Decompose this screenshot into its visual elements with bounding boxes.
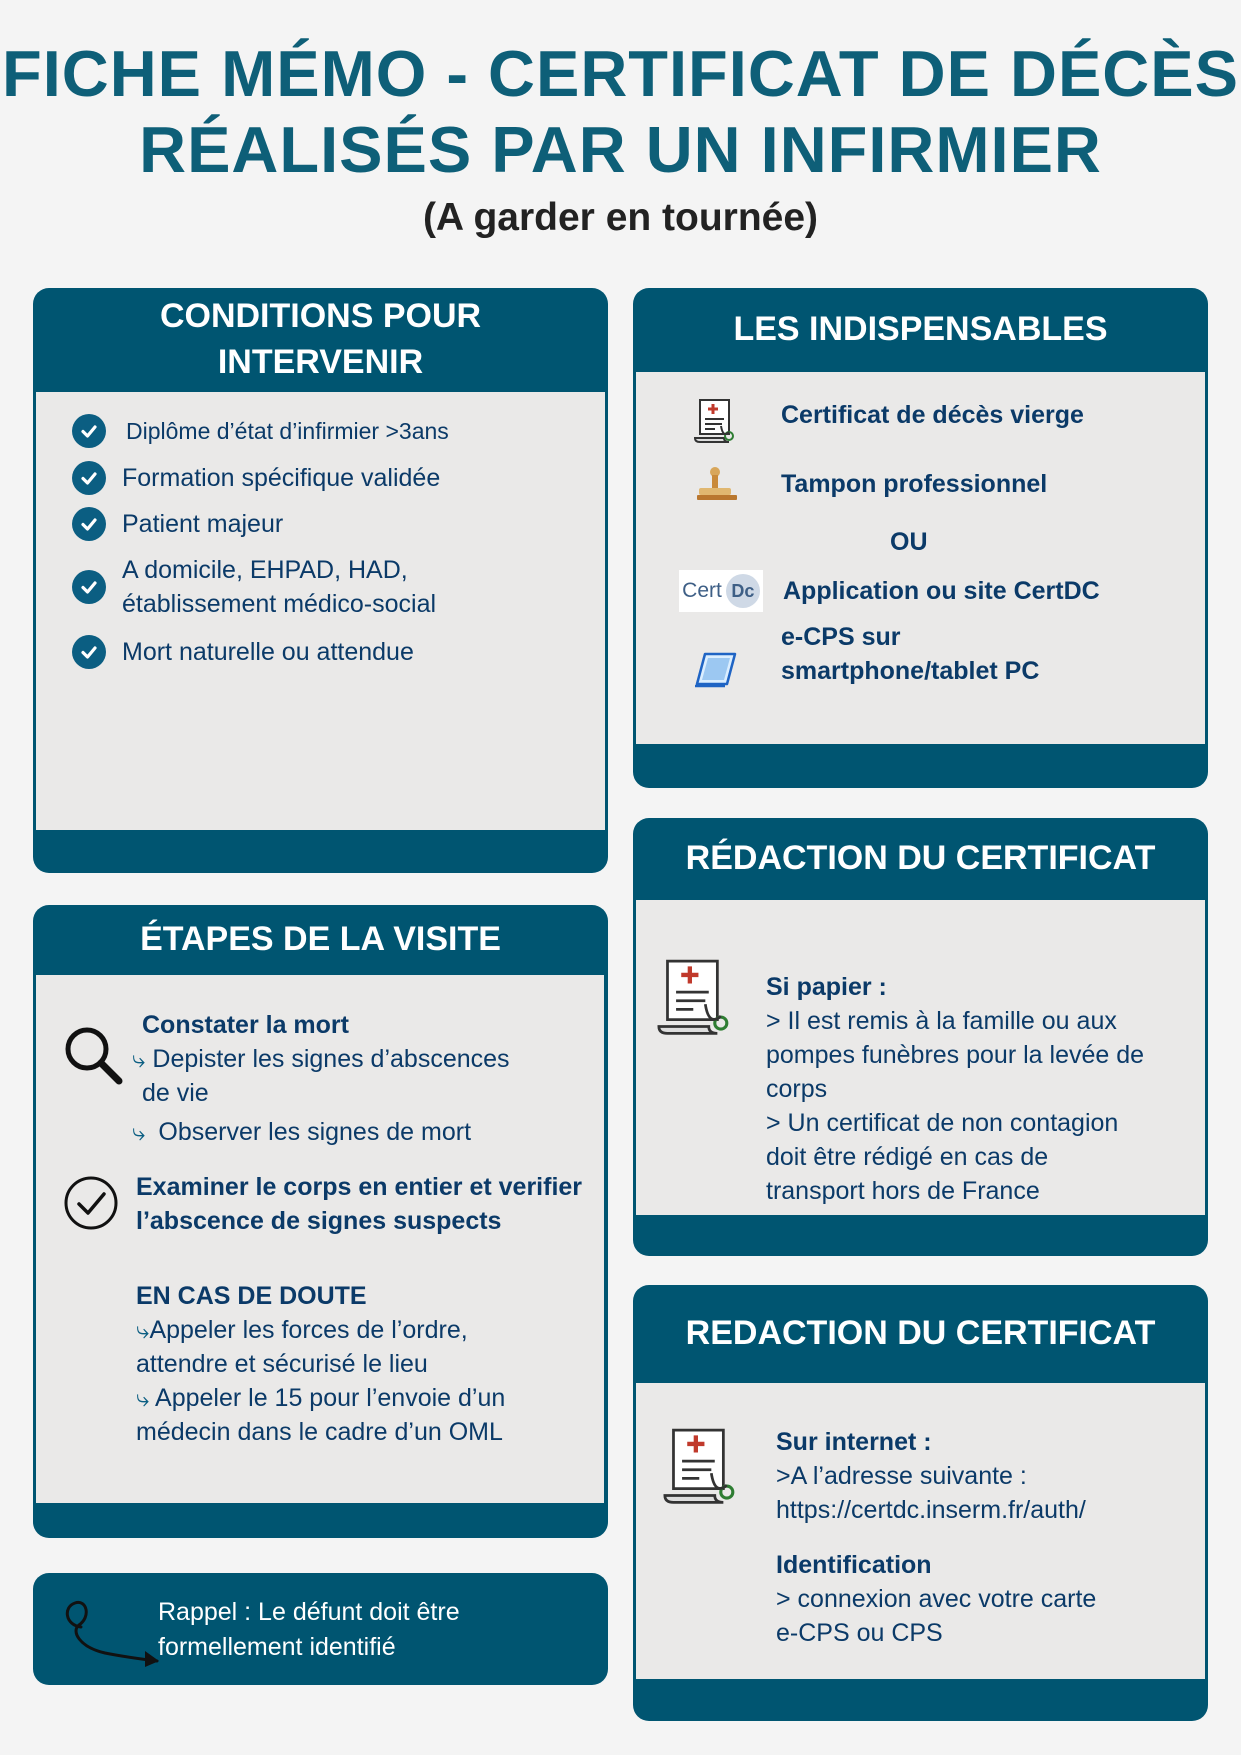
identification-title: Identification <box>776 1551 932 1579</box>
rappel-banner <box>33 1573 608 1685</box>
check-circle-outline-icon <box>63 1175 119 1231</box>
indispensables-card <box>633 288 1208 788</box>
page-title-line1: FICHE MÉMO - CERTIFICAT DE DÉCÈS <box>2 37 1239 110</box>
condition-text: Patient majeur <box>122 510 284 538</box>
internet-line1: >A l’adresse suivante : <box>776 1462 1027 1490</box>
indispensable-ou: OU <box>890 528 928 556</box>
redirect-arrow-icon: ⤷ <box>132 1119 146 1146</box>
identification-line1: > connexion avec votre carte <box>776 1585 1097 1613</box>
certificate-icon <box>658 1425 744 1511</box>
check-circle-icon <box>72 461 106 495</box>
conditions-heading-line2: INTERVENIR <box>217 343 424 381</box>
doute-line3: Appeler le 15 pour l’envoie d’un <box>155 1384 506 1412</box>
indispensable-tampon: Tampon professionnel <box>781 470 1048 498</box>
redaction-internet-body <box>636 1383 1205 1679</box>
constater-line1-row <box>132 1042 510 1077</box>
search-icon <box>61 1023 127 1089</box>
indispensable-ecps-line1: e-CPS sur <box>781 623 901 651</box>
check-circle-icon <box>72 507 106 541</box>
papier-title: Si papier : <box>766 973 887 1001</box>
examiner-line1: Examiner le corps en entier et verifier <box>136 1173 583 1201</box>
examiner-line2: l’abscence de signes suspects <box>136 1207 502 1235</box>
indispensable-application: Application ou site CertDC <box>783 577 1100 605</box>
condition-text: Formation spécifique validée <box>122 464 441 492</box>
redaction-internet-heading: REDACTION DU CERTIFICAT <box>685 1314 1156 1352</box>
constater-line1: Depister les signes d’abscences <box>152 1045 510 1073</box>
condition-text: établissement médico-social <box>122 590 437 618</box>
papier-line: doit être rédigé en cas de <box>766 1143 1049 1171</box>
certificate-icon <box>652 956 738 1042</box>
tablet-icon <box>691 650 741 690</box>
redirect-arrow-icon: ⤷ <box>136 1385 150 1412</box>
check-circle-icon <box>72 635 106 669</box>
identification-line2: e-CPS ou CPS <box>776 1619 943 1647</box>
redaction-internet-card <box>633 1285 1208 1721</box>
page-subtitle: (A garder en tournée) <box>422 196 819 239</box>
doute-line1: Appeler les forces de l’ordre, <box>149 1316 468 1344</box>
redaction-papier-body <box>636 900 1205 1215</box>
indispensable-certificat: Certificat de décès vierge <box>781 401 1084 429</box>
papier-line: pompes funèbres pour la levée de <box>766 1041 1145 1069</box>
indispensables-heading: LES INDISPENSABLES <box>733 310 1108 348</box>
condition-item <box>72 635 414 669</box>
doute-line2: attendre et sécurisé le lieu <box>136 1350 428 1378</box>
condition-text: Diplôme d’état d’infirmier >3ans <box>126 418 449 444</box>
conditions-heading-line1: CONDITIONS POUR <box>159 297 482 335</box>
redirect-arrow-icon: ⤷ <box>136 1317 150 1344</box>
doute-line4: médecin dans le cadre d’un OML <box>136 1418 503 1446</box>
condition-text-multiline <box>122 553 436 621</box>
papier-line: transport hors de France <box>766 1177 1040 1205</box>
condition-item <box>72 461 440 495</box>
constater-line3: Observer les signes de mort <box>158 1118 472 1146</box>
rappel-text <box>158 1595 460 1665</box>
conditions-body <box>36 392 605 830</box>
redirect-arrow-icon: ⤷ <box>132 1046 146 1073</box>
condition-item <box>72 507 283 541</box>
page-title-line2: RÉALISÉS PAR UN INFIRMIER <box>139 113 1102 186</box>
doute-title: EN CAS DE DOUTE <box>136 1282 367 1310</box>
internet-title: Sur internet : <box>776 1428 932 1456</box>
indispensables-body <box>636 372 1205 744</box>
doute-line1-row <box>136 1313 468 1348</box>
certdc-logo-cert: Cert <box>682 579 722 602</box>
condition-text: A domicile, EHPAD, HAD, <box>122 556 408 584</box>
conditions-card <box>33 288 608 873</box>
etapes-body <box>36 975 604 1503</box>
redaction-papier-heading: RÉDACTION DU CERTIFICAT <box>685 839 1156 877</box>
certdc-logo <box>679 570 763 612</box>
condition-item <box>72 553 436 621</box>
indispensable-ecps <box>781 620 1039 688</box>
papier-line: > Il est remis à la famille ou aux <box>766 1007 1117 1035</box>
papier-line: corps <box>766 1075 828 1103</box>
constater-line2: de vie <box>142 1079 209 1107</box>
internet-url[interactable]: https://certdc.inserm.fr/auth/ <box>776 1496 1086 1524</box>
doute-line3-row <box>136 1381 505 1416</box>
etapes-card <box>33 905 608 1538</box>
certdc-logo-dc: Dc <box>726 574 760 608</box>
redaction-papier-card <box>633 818 1208 1256</box>
examiner-text <box>136 1170 582 1238</box>
rappel-line1: Rappel : Le défunt doit être <box>158 1598 460 1626</box>
condition-text: Mort naturelle ou attendue <box>122 638 414 666</box>
indispensable-ecps-line2: smartphone/tablet PC <box>781 657 1040 685</box>
check-circle-icon <box>72 570 106 604</box>
curly-arrow-icon <box>45 1595 171 1671</box>
constater-line3-row <box>132 1115 471 1150</box>
check-circle-icon <box>72 414 106 448</box>
stamp-icon <box>691 466 741 506</box>
constater-title: Constater la mort <box>142 1011 349 1039</box>
rappel-line2: formellement identifié <box>158 1633 396 1661</box>
conditions-heading <box>33 288 608 390</box>
papier-line: > Un certificat de non contagion <box>766 1109 1119 1137</box>
certificate-icon <box>691 398 741 446</box>
etapes-heading: ÉTAPES DE LA VISITE <box>140 920 501 958</box>
page-title <box>0 36 1241 188</box>
condition-item <box>72 414 449 448</box>
